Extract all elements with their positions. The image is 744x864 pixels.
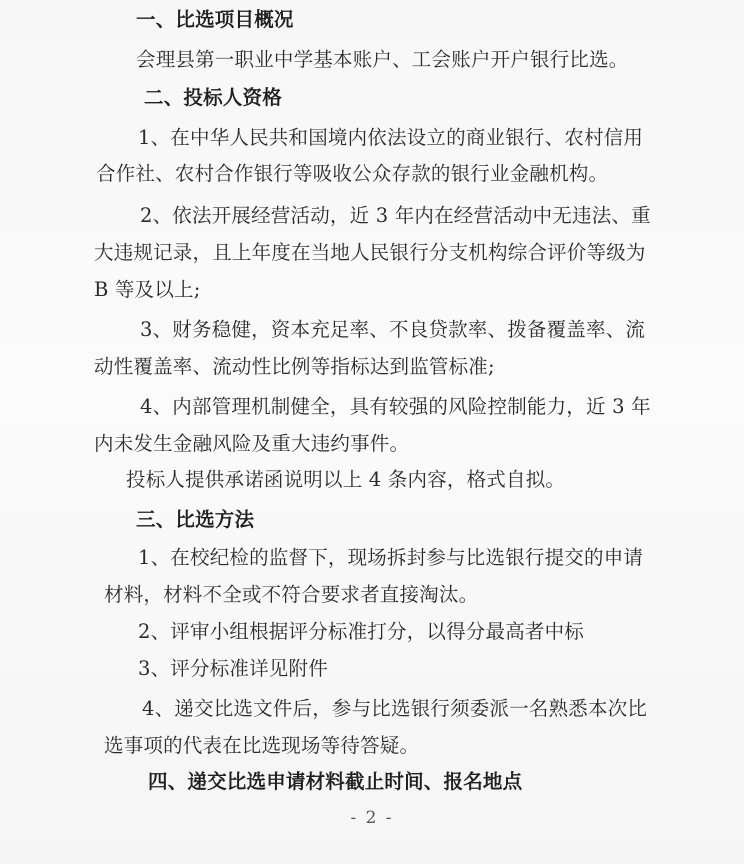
qualification-item-1-line-2: 合作社、农村合作银行等吸收公众存款的银行业金融机构。 bbox=[96, 162, 609, 185]
overview-text: 会理县第一职业中学基本账户、工会账户开户银行比选。 bbox=[136, 48, 629, 71]
method-item-4-line-2: 选事项的代表在比选现场等待答疑。 bbox=[104, 734, 420, 757]
qualification-item-3-line-1: 3、财务稳健，资本充足率、不良贷款率、拨备覆盖率、流 bbox=[140, 318, 646, 341]
section-heading-method: 三、比选方法 bbox=[136, 508, 255, 531]
qualification-item-2-line-2: 大违规记录，且上年度在当地人民银行分支机构综合评价等级为 bbox=[94, 241, 646, 264]
method-item-1-line-2: 材料，材料不全或不符合要求者直接淘汰。 bbox=[104, 583, 479, 606]
section-heading-deadline: 四、递交比选申请材料截止时间、报名地点 bbox=[148, 770, 523, 793]
qualification-note: 投标人提供承诺函说明以上 4 条内容，格式自拟。 bbox=[126, 468, 566, 491]
qualification-item-1-line-1: 1、在中华人民共和国境内依法设立的商业银行、农村信用 bbox=[138, 126, 644, 149]
page-number: - 2 - bbox=[350, 808, 394, 828]
qualification-item-2-line-1: 2、依法开展经营活动，近 3 年内在经营活动中无违法、重 bbox=[140, 204, 651, 227]
method-item-3: 3、评分标准详见附件 bbox=[138, 657, 328, 680]
section-heading-overview: 一、比选项目概况 bbox=[136, 8, 294, 31]
qualification-item-2-line-3: B 等及以上; bbox=[94, 278, 201, 301]
method-item-1-line-1: 1、在校纪检的监督下，现场拆封参与比选银行提交的申请 bbox=[138, 546, 644, 569]
qualification-item-3-line-2: 动性覆盖率、流动性比例等指标达到监管标准; bbox=[94, 355, 495, 378]
qualification-item-4-line-1: 4、内部管理机制健全，具有较强的风险控制能力，近 3 年 bbox=[140, 395, 651, 418]
method-item-2: 2、评审小组根据评分标准打分，以得分最高者中标 bbox=[138, 620, 585, 643]
section-heading-qualification: 二、投标人资格 bbox=[144, 86, 282, 109]
qualification-item-4-line-2: 内未发生金融风险及重大违约事件。 bbox=[94, 432, 410, 455]
method-item-4-line-1: 4、递交比选文件后，参与比选银行须委派一名熟悉本次比 bbox=[142, 697, 648, 720]
